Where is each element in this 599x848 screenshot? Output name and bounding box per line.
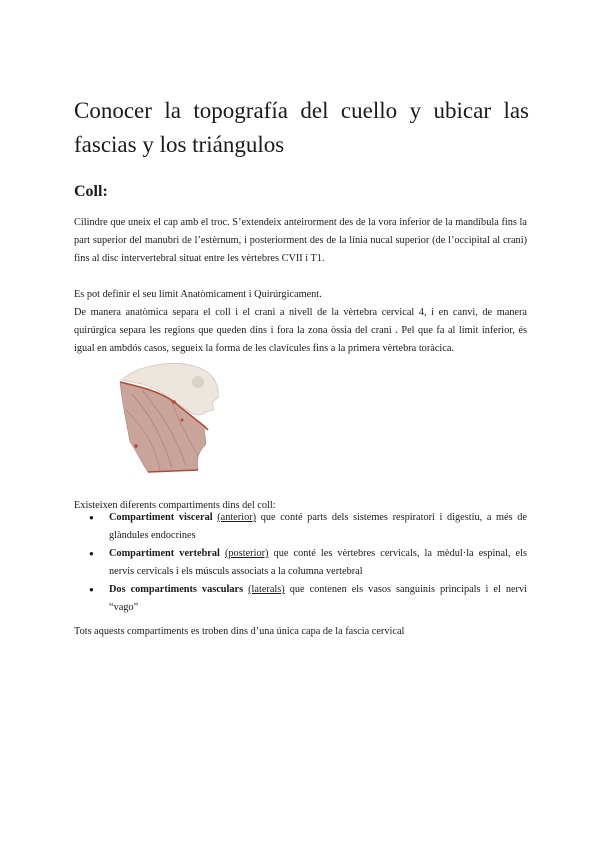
compartment-position: (posterior) [224,548,269,559]
section-heading: Coll: [74,183,108,200]
closing-paragraph: Tots aquests compartiments es troben dins d’una única capa de la fascia cervical [74,626,405,637]
compartments-list [74,509,527,617]
compartment-name: Compartiment visceral [109,512,213,523]
list-item [74,545,527,581]
compartment-name: Dos compartiments vasculars [109,584,244,595]
compartments-intro-paragraph: Existeixen diferents compartiments dins del coll: [74,500,276,511]
neck-anatomy-illustration-icon [112,360,222,474]
limits-intro-paragraph: Es pot definir el seu límit Anatòmicament i Quirúrgicament. [74,289,322,300]
compartment-desc: que conté les vèrtebres cervicals, la mèdul·la espinal, els nervis cervicals i els músculs associats a la columna vertebral [109,548,527,577]
list-item [74,509,527,545]
compartment-position: (laterals) [248,584,285,595]
compartment-name: Compartiment vertebral [109,548,220,559]
compartment-desc: que contenen els vasos sanguinis principals i el nervi “vago” [109,584,527,613]
compartment-desc: que conté parts dels sistemes respiratori i digestiu, a més de glàndules endocrines [109,512,527,541]
limits-detail-paragraph: De manera anatòmica separa el coll i el crani a nivell de la vèrtebra cervical 4, i en canvi, de manera quirúrgica separa les regions que queden dins i fora la zona òssia del crani . Pel que fa al límit inferior, és igual en ambdós casos, segueix la forma de les clavícules fins a la primera vèrtebra toràcica. [74,307,527,354]
list-item [74,581,527,617]
definition-paragraph: Cilindre que uneix el cap amb el troc. S’extendeix anteirorment des de la vora inferior de la mandíbula fins la part superior del manubri de l’estèrnum, i posteriorment des de la línia nucal superior (de l’occipital al crani) fins al disc intervertebral situat entre les vèrtebres CVII i T1. [74,217,527,264]
page-title: Conocer la topografía del cuello y ubicar las fascias y los triángulos [74,98,529,157]
compartment-position: (anterior) [217,512,257,523]
